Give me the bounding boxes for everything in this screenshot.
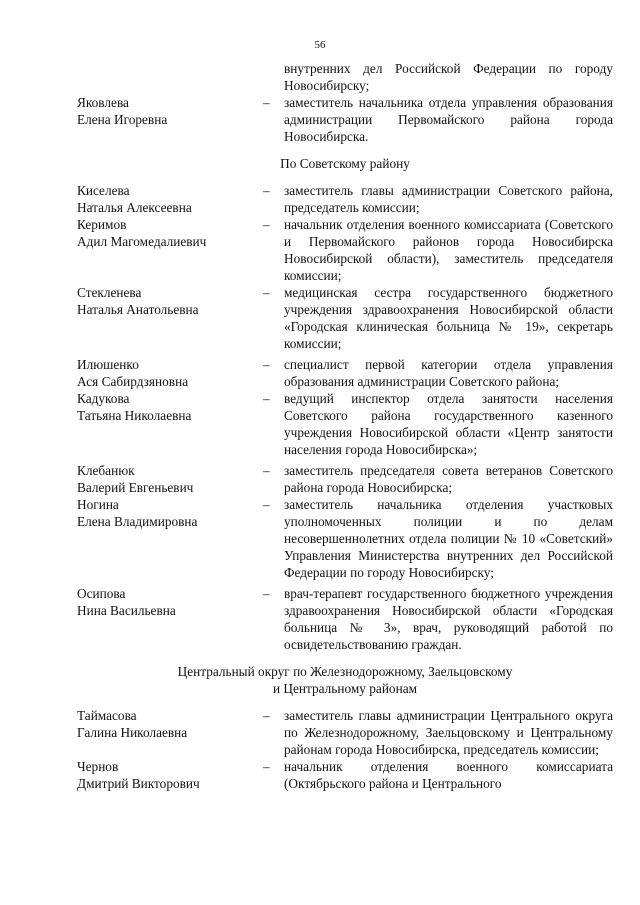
member-entry — [77, 758, 613, 792]
member-entry — [77, 94, 613, 145]
dash-separator: – — [263, 95, 270, 110]
member-given-names: Елена Игоревна — [77, 112, 168, 127]
member-given-names: Дмитрий Викторович — [77, 776, 200, 791]
member-given-names: Елена Владимировна — [77, 514, 198, 529]
section-heading-line: и Центральному районам — [272, 681, 418, 696]
member-name — [77, 94, 263, 145]
member-position: заместитель начальника отдела управления образования администрации Первомайского района города Новосибирска. — [284, 95, 613, 144]
section-heading-line: Центральный округ по Железнодорожному, Заельцовскому — [177, 664, 513, 679]
member-entry — [77, 284, 613, 352]
section-heading — [77, 663, 613, 697]
member-position: ведущий инспектор отдела занятости населения Советского района государственного казенного учреждения Новосибирской области «Центр занятости населения города Новосибирска»; — [284, 391, 613, 457]
member-entry — [77, 216, 613, 284]
member-given-names: Наталья Анатольевна — [77, 302, 199, 317]
member-surname: Осипова — [77, 586, 126, 601]
dash-separator: – — [263, 759, 270, 774]
dash-separator: – — [263, 357, 270, 372]
member-position: заместитель начальника отделения участковых уполномоченных полиции и по делам несовершеннолетних отдела полиции № 10 «Советский» Управления Министерства внутренних дел Российской Федерации по городу Новосибирску; — [284, 497, 613, 580]
member-surname: Кадукова — [77, 391, 130, 406]
member-given-names: Галина Николаевна — [77, 725, 188, 740]
member-name — [77, 585, 263, 653]
member-name — [77, 284, 263, 352]
section-heading — [77, 155, 613, 172]
member-given-names: Валерий Евгеньевич — [77, 480, 194, 495]
member-position: начальник отделения военного комиссариата (Советского и Первомайского районов города Новосибирска Новосибирской области), заместитель председателя комиссии; — [284, 217, 613, 283]
member-entry — [77, 707, 613, 758]
member-name — [77, 390, 263, 458]
member-surname: Ногина — [77, 497, 119, 512]
member-position: медицинская сестра государственного бюджетного учреждения здравоохранения Новосибирской области «Городская клиническая больница № 19», секретарь комиссии; — [284, 285, 613, 351]
member-given-names: Ася Сабирдзяновна — [77, 374, 189, 389]
member-position: специалист первой категории отдела управления образования администрации Советского района; — [284, 357, 613, 389]
dash-separator: – — [263, 285, 270, 300]
member-name — [77, 462, 263, 496]
member-position: заместитель главы администрации Центрального округа по Железнодорожному, Заельцовскому и Центральному районам города Новосибирска, председатель комиссии; — [284, 708, 613, 757]
member-entry — [77, 390, 613, 458]
dash-separator: – — [263, 463, 270, 478]
continuation-text: внутренних дел Российской Федерации по городу Новосибирску; — [284, 61, 613, 93]
member-name — [77, 496, 263, 581]
member-entry — [77, 585, 613, 653]
member-position: врач-терапевт государственного бюджетного учреждения здравоохранения Новосибирской области «Городская больница № 3», врач, руководящий работой по освидетельствованию граждан. — [284, 586, 613, 652]
member-surname: Чернов — [77, 759, 119, 774]
dash-separator: – — [263, 497, 270, 512]
member-entry — [77, 462, 613, 496]
member-surname: Киселева — [77, 183, 130, 198]
dash-separator: – — [263, 217, 270, 232]
section-heading-line: По Советскому району — [280, 156, 410, 171]
member-entry — [77, 356, 613, 390]
member-entry — [77, 496, 613, 581]
page-number: 56 — [314, 39, 326, 51]
member-given-names: Нина Васильевна — [77, 603, 176, 618]
member-position: заместитель главы администрации Советского района, председатель комиссии; — [284, 183, 613, 215]
dash-separator: – — [263, 183, 270, 198]
member-name — [77, 182, 263, 216]
dash-separator: – — [263, 708, 270, 723]
member-surname: Яковлева — [77, 95, 129, 110]
dash-separator: – — [263, 391, 270, 406]
member-name — [77, 356, 263, 390]
member-surname: Стекленева — [77, 285, 142, 300]
member-name — [77, 707, 263, 758]
member-given-names: Татьяна Николаевна — [77, 408, 192, 423]
member-name — [77, 758, 263, 792]
dash-separator: – — [263, 586, 270, 601]
member-given-names: Адил Магомедалиевич — [77, 234, 207, 249]
member-surname: Таймасова — [77, 708, 137, 723]
member-surname: Керимов — [77, 217, 127, 232]
member-entry — [77, 182, 613, 216]
member-surname: Клебанюк — [77, 463, 135, 478]
member-position: заместитель председателя совета ветеранов Советского района города Новосибирска; — [284, 463, 613, 495]
document-body — [77, 60, 613, 792]
member-name — [77, 216, 263, 284]
member-position: начальник отделения военного комиссариата (Октябрьского района и Центрального — [284, 759, 613, 791]
member-given-names: Наталья Алексеевна — [77, 200, 192, 215]
member-surname: Илюшенко — [77, 357, 139, 372]
